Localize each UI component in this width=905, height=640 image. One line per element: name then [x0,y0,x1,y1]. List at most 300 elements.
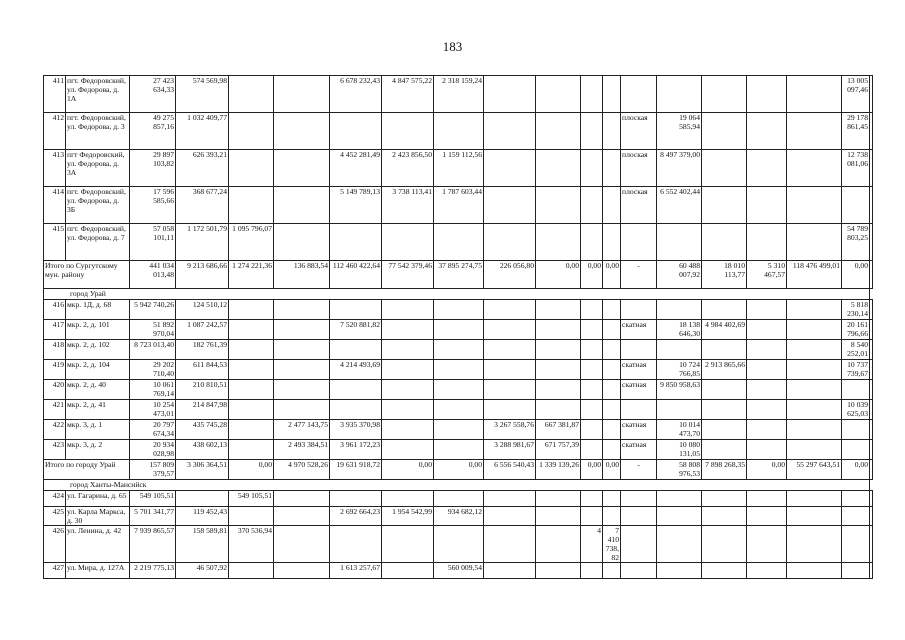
address-cell: пгт. Федоровский, ул. Федорова, д. 1А [66,76,130,113]
value-cell [702,563,747,579]
value-cell [330,400,382,420]
total-value-cell [870,460,873,480]
address-cell: ул. Карла Маркса, д. 30 [66,507,130,526]
value-cell [621,400,657,420]
value-cell: 626 393,21 [176,150,229,187]
value-cell: 19 064 585,94 [657,113,702,150]
value-cell: 1 032 409,77 [176,113,229,150]
value-cell [229,340,274,360]
table-row [44,380,873,400]
value-cell: 2 493 384,51 [274,440,330,460]
value-cell [434,380,484,400]
value-cell [274,360,330,380]
value-cell [603,563,621,579]
value-cell [484,491,536,507]
total-value-cell: 112 460 422,64 [330,261,382,289]
table-row [44,526,873,563]
total-value-cell: 7 898 268,35 [702,460,747,480]
value-cell: 549 105,51 [229,491,274,507]
value-cell [581,187,603,224]
value-cell [382,440,434,460]
value-cell: 1 613 257,67 [330,563,382,579]
value-cell: 611 844,53 [176,360,229,380]
value-cell [702,76,747,113]
total-value-cell: 58 808 976,53 [657,460,702,480]
value-cell [702,400,747,420]
table-row [44,491,873,507]
value-cell [229,300,274,320]
value-cell [870,440,873,460]
value-cell [702,380,747,400]
table-row [44,563,873,579]
value-cell [603,320,621,340]
total-row [44,460,873,480]
value-cell [621,300,657,320]
value-cell [434,320,484,340]
value-cell: 10 014 473,70 [657,420,702,440]
value-cell: 368 677,24 [176,187,229,224]
value-cell [382,113,434,150]
value-cell [621,491,657,507]
total-value-cell: 37 895 274,75 [434,261,484,289]
value-cell: 17 596 585,66 [130,187,176,224]
value-cell: 10 039 625,03 [842,400,870,420]
address-cell: мкр. 2, д. 41 [66,400,130,420]
value-cell [536,380,581,400]
table-row [44,320,873,340]
value-cell [747,320,787,340]
value-cell [581,400,603,420]
value-cell [603,440,621,460]
value-cell [870,300,873,320]
value-cell [382,380,434,400]
value-cell: 7 520 881,82 [330,320,382,340]
value-cell: 124 510,12 [176,300,229,320]
row-number-cell: 427 [44,563,66,579]
value-cell [870,420,873,440]
value-cell: 3 738 113,41 [382,187,434,224]
address-cell: мкр. 1Д, д. 68 [66,300,130,320]
value-cell [581,380,603,400]
value-cell [747,150,787,187]
value-cell [229,380,274,400]
total-row [44,261,873,289]
value-cell [274,320,330,340]
value-cell: скатная [621,380,657,400]
address-cell: ул. Ленина, д. 42 [66,526,130,563]
value-cell [603,300,621,320]
value-cell [274,300,330,320]
value-cell [657,507,702,526]
value-cell [536,400,581,420]
value-cell [603,150,621,187]
value-cell [621,526,657,563]
value-cell [581,320,603,340]
value-cell [870,360,873,380]
value-cell [484,400,536,420]
value-cell: 5 149 789,13 [330,187,382,224]
value-cell [382,360,434,380]
value-cell [870,526,873,563]
value-cell [229,400,274,420]
value-cell [603,420,621,440]
table-row [44,76,873,113]
value-cell [787,187,842,224]
value-cell [787,507,842,526]
row-number-cell: 419 [44,360,66,380]
value-cell [787,420,842,440]
table-row [44,113,873,150]
value-cell [536,340,581,360]
value-cell: 27 423 634,33 [130,76,176,113]
table-row [44,340,873,360]
value-cell [870,563,873,579]
value-cell: 6 552 402,44 [657,187,702,224]
value-cell: 2 219 775,13 [130,563,176,579]
total-value-cell: 55 297 643,51 [787,460,842,480]
total-value-cell: 441 034 013,48 [130,261,176,289]
value-cell [702,300,747,320]
value-cell [747,563,787,579]
value-cell [787,400,842,420]
address-cell: пгт. Федоровский, ул. Федорова, д. 3Б [66,187,130,224]
value-cell [787,563,842,579]
value-cell [229,320,274,340]
value-cell [870,340,873,360]
value-cell [870,224,873,261]
value-cell [621,76,657,113]
value-cell [581,360,603,380]
value-cell [434,300,484,320]
value-cell [747,380,787,400]
total-value-cell: 0,00 [603,261,621,289]
value-cell [747,360,787,380]
total-value-cell: 0,00 [747,460,787,480]
value-cell: 46 507,92 [176,563,229,579]
value-cell: 119 452,43 [176,507,229,526]
value-cell: 4 452 281,49 [330,150,382,187]
value-cell: 3 267 558,76 [484,420,536,440]
address-cell: мкр. 2, д. 40 [66,380,130,400]
value-cell [176,491,229,507]
value-cell [842,440,870,460]
value-cell [382,340,434,360]
row-number-cell: 422 [44,420,66,440]
value-cell: 2 318 159,24 [434,76,484,113]
value-cell: 4 984 402,69 [702,320,747,340]
value-cell [842,380,870,400]
address-cell: мкр. 3, д. 1 [66,420,130,440]
value-cell: 1 172 501,79 [176,224,229,261]
value-cell [274,563,330,579]
value-cell [702,440,747,460]
value-cell [536,360,581,380]
row-number-cell: 420 [44,380,66,400]
value-cell [330,526,382,563]
value-cell [484,150,536,187]
value-cell: 8 540 252,01 [842,340,870,360]
value-cell: 4 847 575,22 [382,76,434,113]
total-value-cell: 60 488 007,92 [657,261,702,289]
value-cell [229,563,274,579]
value-cell [382,320,434,340]
total-value-cell: 1 274 221,36 [229,261,274,289]
value-cell [484,113,536,150]
value-cell [702,507,747,526]
value-cell: 13 005 097,46 [842,76,870,113]
value-cell [787,526,842,563]
value-cell [536,113,581,150]
value-cell: скатная [621,360,657,380]
value-cell [330,340,382,360]
row-number-cell: 416 [44,300,66,320]
value-cell [747,300,787,320]
total-value-cell: 0,00 [842,261,870,289]
value-cell [702,526,747,563]
value-cell: 8 497 379,00 [657,150,702,187]
value-cell [657,563,702,579]
table-row [44,420,873,440]
value-cell [657,400,702,420]
table-row [44,360,873,380]
row-number-cell: 426 [44,526,66,563]
value-cell [702,150,747,187]
value-cell [274,113,330,150]
total-value-cell: - [621,261,657,289]
value-cell [787,440,842,460]
total-value-cell: - [621,460,657,480]
total-value-cell: 6 556 540,43 [484,460,536,480]
value-cell [484,526,536,563]
address-cell: пгт. Федоровский, ул. Федорова, д. 7 [66,224,130,261]
value-cell [229,150,274,187]
value-cell: 20 161 796,66 [842,320,870,340]
value-cell [603,76,621,113]
value-cell [603,340,621,360]
value-cell [657,526,702,563]
value-cell [747,340,787,360]
value-cell [274,150,330,187]
value-cell: 57 058 101,11 [130,224,176,261]
total-value-cell: 157 809 379,57 [130,460,176,480]
value-cell: 214 847,98 [176,400,229,420]
address-cell: ул. Мира, д. 127А [66,563,130,579]
value-cell [870,491,873,507]
value-cell [621,224,657,261]
value-cell [581,563,603,579]
value-cell [747,420,787,440]
value-cell [536,76,581,113]
table-row [44,300,873,320]
value-cell: 2 692 664,23 [330,507,382,526]
value-cell [787,340,842,360]
value-cell [382,491,434,507]
value-cell [536,526,581,563]
value-cell: 3 288 981,67 [484,440,536,460]
value-cell [657,340,702,360]
value-cell [581,76,603,113]
value-cell [747,526,787,563]
value-cell [434,113,484,150]
row-number-cell: 411 [44,76,66,113]
value-cell [603,360,621,380]
value-cell: 2 423 856,50 [382,150,434,187]
table-row [44,507,873,526]
total-value-cell: 19 631 918,72 [330,460,382,480]
total-value-cell: 9 213 686,66 [176,261,229,289]
value-cell [787,380,842,400]
value-cell: 10 737 739,67 [842,360,870,380]
value-cell [434,360,484,380]
value-cell [842,507,870,526]
value-cell [747,113,787,150]
value-cell [870,507,873,526]
value-cell [229,360,274,380]
value-cell: 574 569,98 [176,76,229,113]
value-cell [536,187,581,224]
value-cell: 3 935 370,98 [330,420,382,440]
value-cell [484,224,536,261]
value-cell [581,113,603,150]
data-table [43,75,873,579]
value-cell [581,300,603,320]
row-number-cell: 423 [44,440,66,460]
value-cell [330,224,382,261]
row-number-cell: 425 [44,507,66,526]
value-cell [274,400,330,420]
value-cell [621,507,657,526]
value-cell [274,491,330,507]
value-cell [229,187,274,224]
value-cell: 10 061 769,14 [130,380,176,400]
value-cell [870,113,873,150]
total-value-cell: 226 056,80 [484,261,536,289]
address-cell: ул. Гагарина, д. 65 [66,491,130,507]
total-value-cell: 0,00 [581,261,603,289]
total-value-cell: 0,00 [434,460,484,480]
total-label-cell: Итого по Сургутскому мун. району [44,261,130,289]
value-cell [274,507,330,526]
value-cell [382,526,434,563]
total-value-cell: 0,00 [581,460,603,480]
value-cell [842,526,870,563]
value-cell: скатная [621,440,657,460]
value-cell [702,187,747,224]
value-cell [581,491,603,507]
value-cell: 1 087 242,57 [176,320,229,340]
value-cell [747,507,787,526]
value-cell: 438 602,13 [176,440,229,460]
row-number-cell: 415 [44,224,66,261]
address-cell: мкр. 2, д. 101 [66,320,130,340]
value-cell [870,150,873,187]
value-cell [657,491,702,507]
value-cell [382,224,434,261]
value-cell [536,320,581,340]
address-cell: мкр. 2, д. 104 [66,360,130,380]
value-cell [229,507,274,526]
value-cell [581,224,603,261]
value-cell: 51 892 970,04 [130,320,176,340]
row-number-cell: 414 [44,187,66,224]
value-cell [842,563,870,579]
value-cell [274,526,330,563]
value-cell [842,420,870,440]
value-cell: 934 682,12 [434,507,484,526]
value-cell [747,440,787,460]
value-cell [747,187,787,224]
section-heading: город Ханты-Мансийск [44,480,870,491]
value-cell: 9 850 958,63 [657,380,702,400]
table-row [44,150,873,187]
value-cell [842,491,870,507]
value-cell [536,491,581,507]
value-cell [274,76,330,113]
value-cell [702,420,747,440]
value-cell: 5 818 230,14 [842,300,870,320]
value-cell [581,440,603,460]
value-cell: 10 254 473,01 [130,400,176,420]
value-cell [870,400,873,420]
value-cell: 7 410 738,82 [603,526,621,563]
value-cell [330,380,382,400]
value-cell [229,76,274,113]
total-value-cell: 118 476 499,01 [787,261,842,289]
value-cell [870,320,873,340]
value-cell [603,187,621,224]
row-number-cell: 412 [44,113,66,150]
value-cell: 1 787 603,44 [434,187,484,224]
value-cell [702,113,747,150]
value-cell: 29 178 861,45 [842,113,870,150]
row-number-cell: 418 [44,340,66,360]
row-number-cell: 424 [44,491,66,507]
value-cell [434,224,484,261]
total-value-cell: 18 010 113,77 [702,261,747,289]
total-value-cell: 5 310 467,57 [747,261,787,289]
value-cell [536,507,581,526]
value-cell [787,224,842,261]
value-cell: 10 080 131,05 [657,440,702,460]
section-heading-row [44,289,873,300]
value-cell [330,491,382,507]
value-cell: плоская [621,113,657,150]
value-cell [536,150,581,187]
value-cell [657,224,702,261]
value-cell: 671 757,39 [536,440,581,460]
value-cell: 18 138 646,30 [657,320,702,340]
value-cell [484,187,536,224]
value-cell [702,224,747,261]
value-cell [747,76,787,113]
value-cell [842,187,870,224]
section-heading: город Урай [44,289,870,300]
value-cell: 20 934 028,98 [130,440,176,460]
value-cell [603,380,621,400]
address-cell: мкр. 2, д. 102 [66,340,130,360]
value-cell [581,340,603,360]
value-cell [330,300,382,320]
value-cell [382,400,434,420]
value-cell [484,380,536,400]
value-cell [536,300,581,320]
row-number-cell: 421 [44,400,66,420]
value-cell [702,491,747,507]
value-cell [787,320,842,340]
value-cell [657,300,702,320]
value-cell: 8 723 013,40 [130,340,176,360]
value-cell [603,113,621,150]
